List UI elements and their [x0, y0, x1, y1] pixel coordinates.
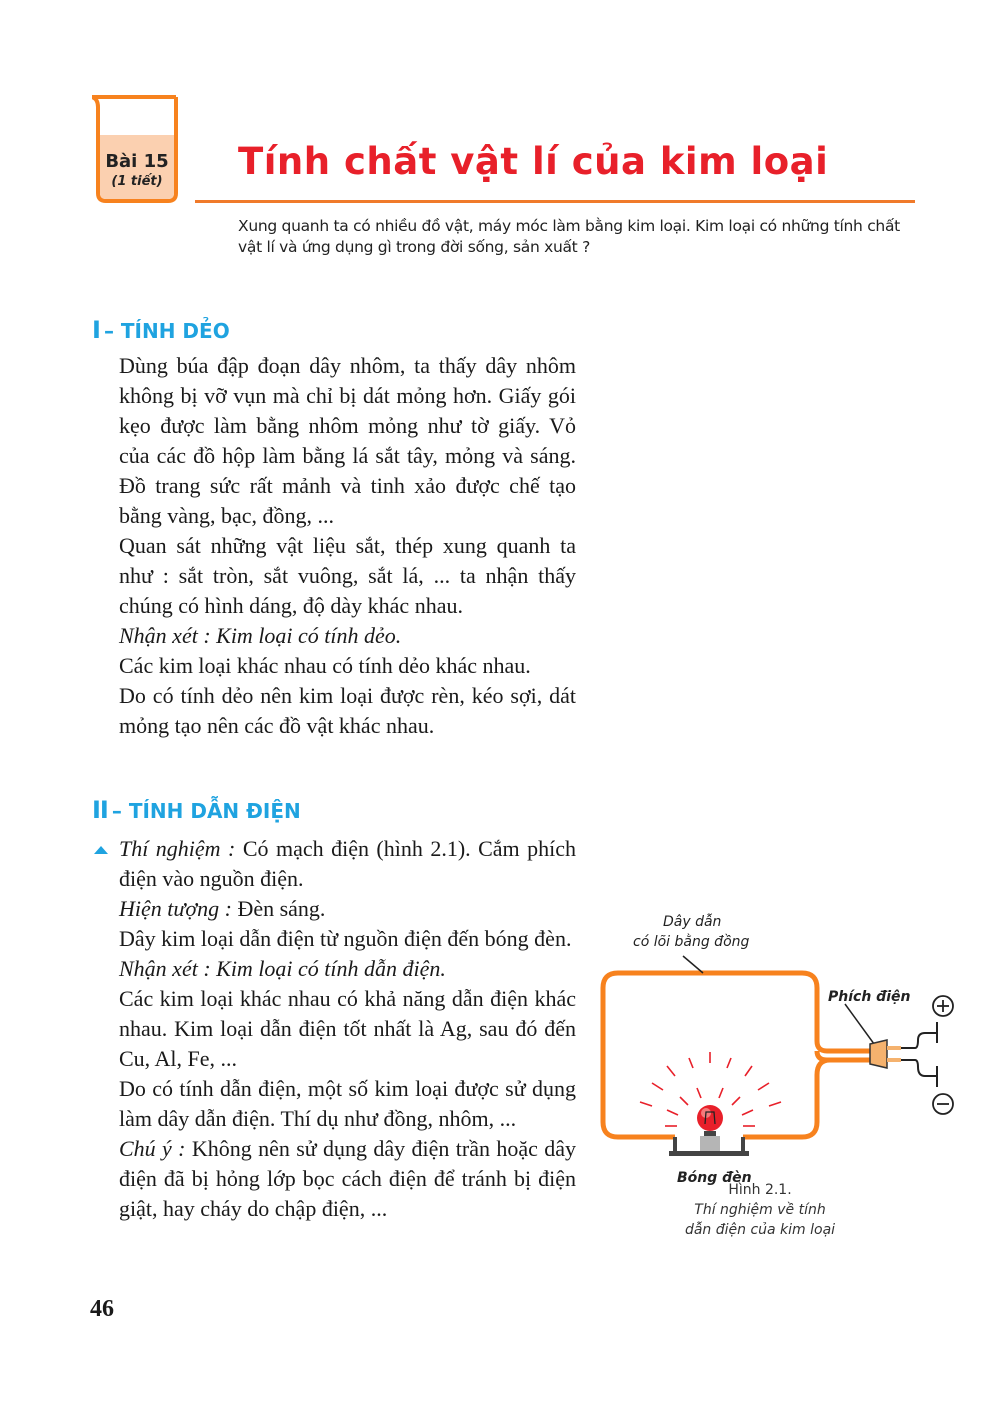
- section-body-2: [119, 834, 576, 1224]
- paragraph: Hiện tượng : Đèn sáng.: [119, 896, 326, 921]
- section-heading-1: [92, 316, 230, 344]
- paragraph: Quan sát những vật liệu sắt, thép xung quanh ta như : sắt tròn, sắt vuông, sắt lá, ... ta nhận thấy chúng có hình dáng, độ dày khác nhau.: [119, 533, 576, 618]
- section-title: – TÍNH DẺO: [103, 319, 230, 343]
- paragraph: Chú ý : Không nên sử dụng dây điện trần hoặc dây điện đã bị hỏng lớp bọc cách điện để tránh bị điện giật, hay cháy do chập điện, ...: [119, 1136, 576, 1221]
- copper-wire: [743, 1060, 870, 1137]
- lesson-duration: (1 tiết): [111, 174, 163, 189]
- caption-line-1: Thí nghiệm về tính: [694, 1202, 826, 1218]
- caption-line-2: dẫn điện của kim loại: [684, 1222, 836, 1238]
- label: Hiện tượng :: [119, 896, 232, 921]
- section-heading-2: [92, 796, 301, 824]
- section-roman: II: [92, 796, 108, 824]
- paragraph: Dây kim loại dẫn điện từ nguồn điện đến bóng đèn.: [119, 926, 572, 951]
- figure-caption: [640, 1180, 880, 1240]
- paragraph: Các kim loại khác nhau có khả năng dẫn điện khác nhau. Kim loại dẫn điện tốt nhất là Ag, sau đó đến Cu, Al, Fe, ...: [119, 986, 576, 1071]
- lesson-badge: [92, 93, 182, 205]
- paragraph: Các kim loại khác nhau có tính dẻo khác nhau.: [119, 653, 531, 678]
- paragraph: Thí nghiệm : Có mạch điện (hình 2.1). Cắm phích điện vào nguồn điện.: [119, 836, 576, 891]
- lesson-intro: Xung quanh ta có nhiều đồ vật, máy móc làm bằng kim loại. Kim loại có những tính chất vật lí và ứng dụng gì trong đời sống, sản xuất ?: [238, 217, 900, 256]
- section-title: – TÍNH DẪN ĐIỆN: [111, 799, 301, 823]
- negative-terminal-icon: [933, 1094, 953, 1114]
- plug-label: Phích điện: [828, 989, 911, 1005]
- triangle-bullet-icon: [94, 846, 108, 854]
- title-divider: [195, 200, 915, 203]
- wire-label-line2: có lõi bằng đồng: [633, 934, 750, 950]
- wire-label-line1: Dây dẫn: [663, 914, 722, 930]
- remark: Nhận xét : Kim loại có tính dẫn điện.: [119, 956, 446, 981]
- circuit-diagram: [595, 900, 975, 1186]
- bulb-label: Bóng đèn: [677, 1170, 752, 1186]
- label: Chú ý :: [119, 1136, 186, 1161]
- label: Thí nghiệm :: [119, 836, 236, 861]
- plug-icon: [845, 1004, 937, 1087]
- paragraph: Do có tính dẫn điện, một số kim loại được sử dụng làm dây dẫn điện. Thí dụ như đồng, nhôm, ...: [119, 1076, 576, 1131]
- lesson-number: Bài 15: [105, 151, 169, 172]
- section-roman: I: [92, 316, 100, 344]
- caption-number: Hình 2.1.: [728, 1182, 792, 1198]
- light-bulb-icon: [697, 1105, 723, 1152]
- paragraph: Dùng búa đập đoạn dây nhôm, ta thấy dây nhôm không bị vỡ vụn mà chỉ bị dát mỏng hơn. Giấy gói kẹo được làm bằng nhôm mỏng như tờ giấy. Vỏ của các đồ hộp làm bằng lá sắt tây, mỏng và sáng. Đồ trang sức rất mảnh và tinh xảo được chế tạo bằng vàng, bạc, đồng, ...: [119, 353, 576, 528]
- paragraph: Do có tính dẻo nên kim loại được rèn, kéo sợi, dát mỏng tạo nên các đồ vật khác nhau.: [119, 683, 576, 738]
- page-title: Tính chất vật lí của kim loại: [238, 140, 829, 183]
- positive-terminal-icon: [933, 996, 953, 1016]
- remark: Nhận xét : Kim loại có tính dẻo.: [119, 623, 402, 648]
- section-body-1: [119, 351, 576, 741]
- page-number: 46: [90, 1296, 114, 1322]
